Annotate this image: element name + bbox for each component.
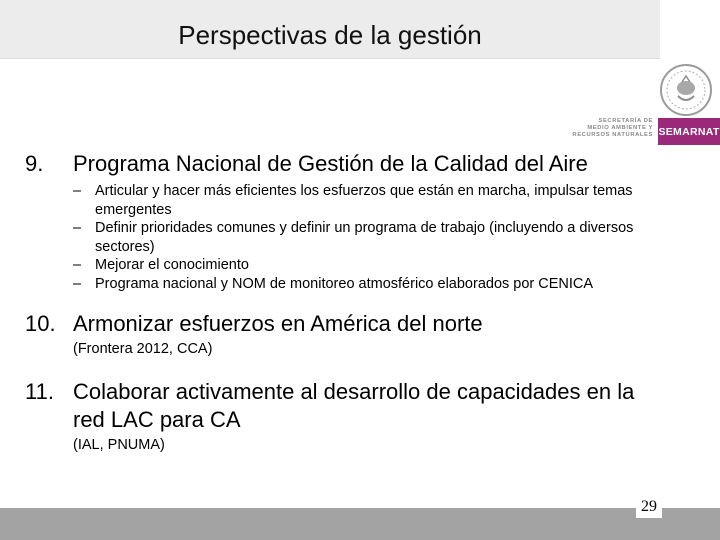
dash-bullet: –	[73, 257, 82, 274]
seal-icon	[658, 62, 714, 118]
footer-bar	[0, 508, 720, 540]
sub-list	[73, 182, 655, 294]
dash-bullet: –	[73, 220, 82, 237]
item-title: Armonizar esfuerzos en América del norte	[73, 310, 483, 336]
spacer	[25, 358, 655, 378]
sub-item	[73, 219, 655, 256]
item-title: Programa Nacional de Gestión de la Calidad del Aire	[73, 151, 588, 176]
item-title: Colaborar activamente al desarrollo de capacidades en la red LAC para CA	[73, 378, 635, 432]
item-note: (Frontera 2012, CCA)	[73, 340, 213, 357]
secretaria-line: RECURSOS NATURALES	[572, 132, 653, 138]
item-number: 10.	[25, 310, 56, 336]
title-bar	[0, 0, 660, 59]
secretaria-line: MEDIO AMBIENTE Y	[587, 125, 653, 131]
item-number: 11.	[25, 378, 54, 404]
item-note: (IAL, PNUMA)	[73, 436, 165, 453]
slide-content	[25, 150, 655, 454]
spacer	[25, 294, 655, 310]
sub-item	[73, 275, 655, 294]
dash-bullet: –	[73, 275, 82, 292]
list-item	[25, 150, 655, 294]
list-item	[25, 310, 655, 358]
sub-item-text: Articular y hacer más eficientes los esfuerzos que están en marcha, impulsar temas emergentes	[95, 183, 633, 218]
secretaria-label	[555, 118, 653, 139]
dash-bullet: –	[73, 183, 82, 199]
sub-item-text: Programa nacional y NOM de monitoreo atmosférico elaborados por CENICA	[95, 275, 594, 292]
sub-item-text: Definir prioridades comunes y definir un programa de trabajo (incluyendo a diversos sectores)	[95, 220, 634, 255]
brand-text: SEMARNAT	[658, 125, 720, 138]
sub-item-text: Mejorar el conocimiento	[95, 257, 249, 274]
slide-title: Perspectivas de la gestión	[178, 20, 482, 50]
semarnat-logo	[658, 118, 720, 145]
sub-item	[73, 182, 655, 219]
item-number: 9.	[25, 151, 44, 176]
sub-item	[73, 256, 655, 275]
page-number: 29	[636, 496, 662, 518]
secretaria-line: SECRETARÍA DE	[598, 118, 653, 124]
list-item	[25, 378, 655, 454]
